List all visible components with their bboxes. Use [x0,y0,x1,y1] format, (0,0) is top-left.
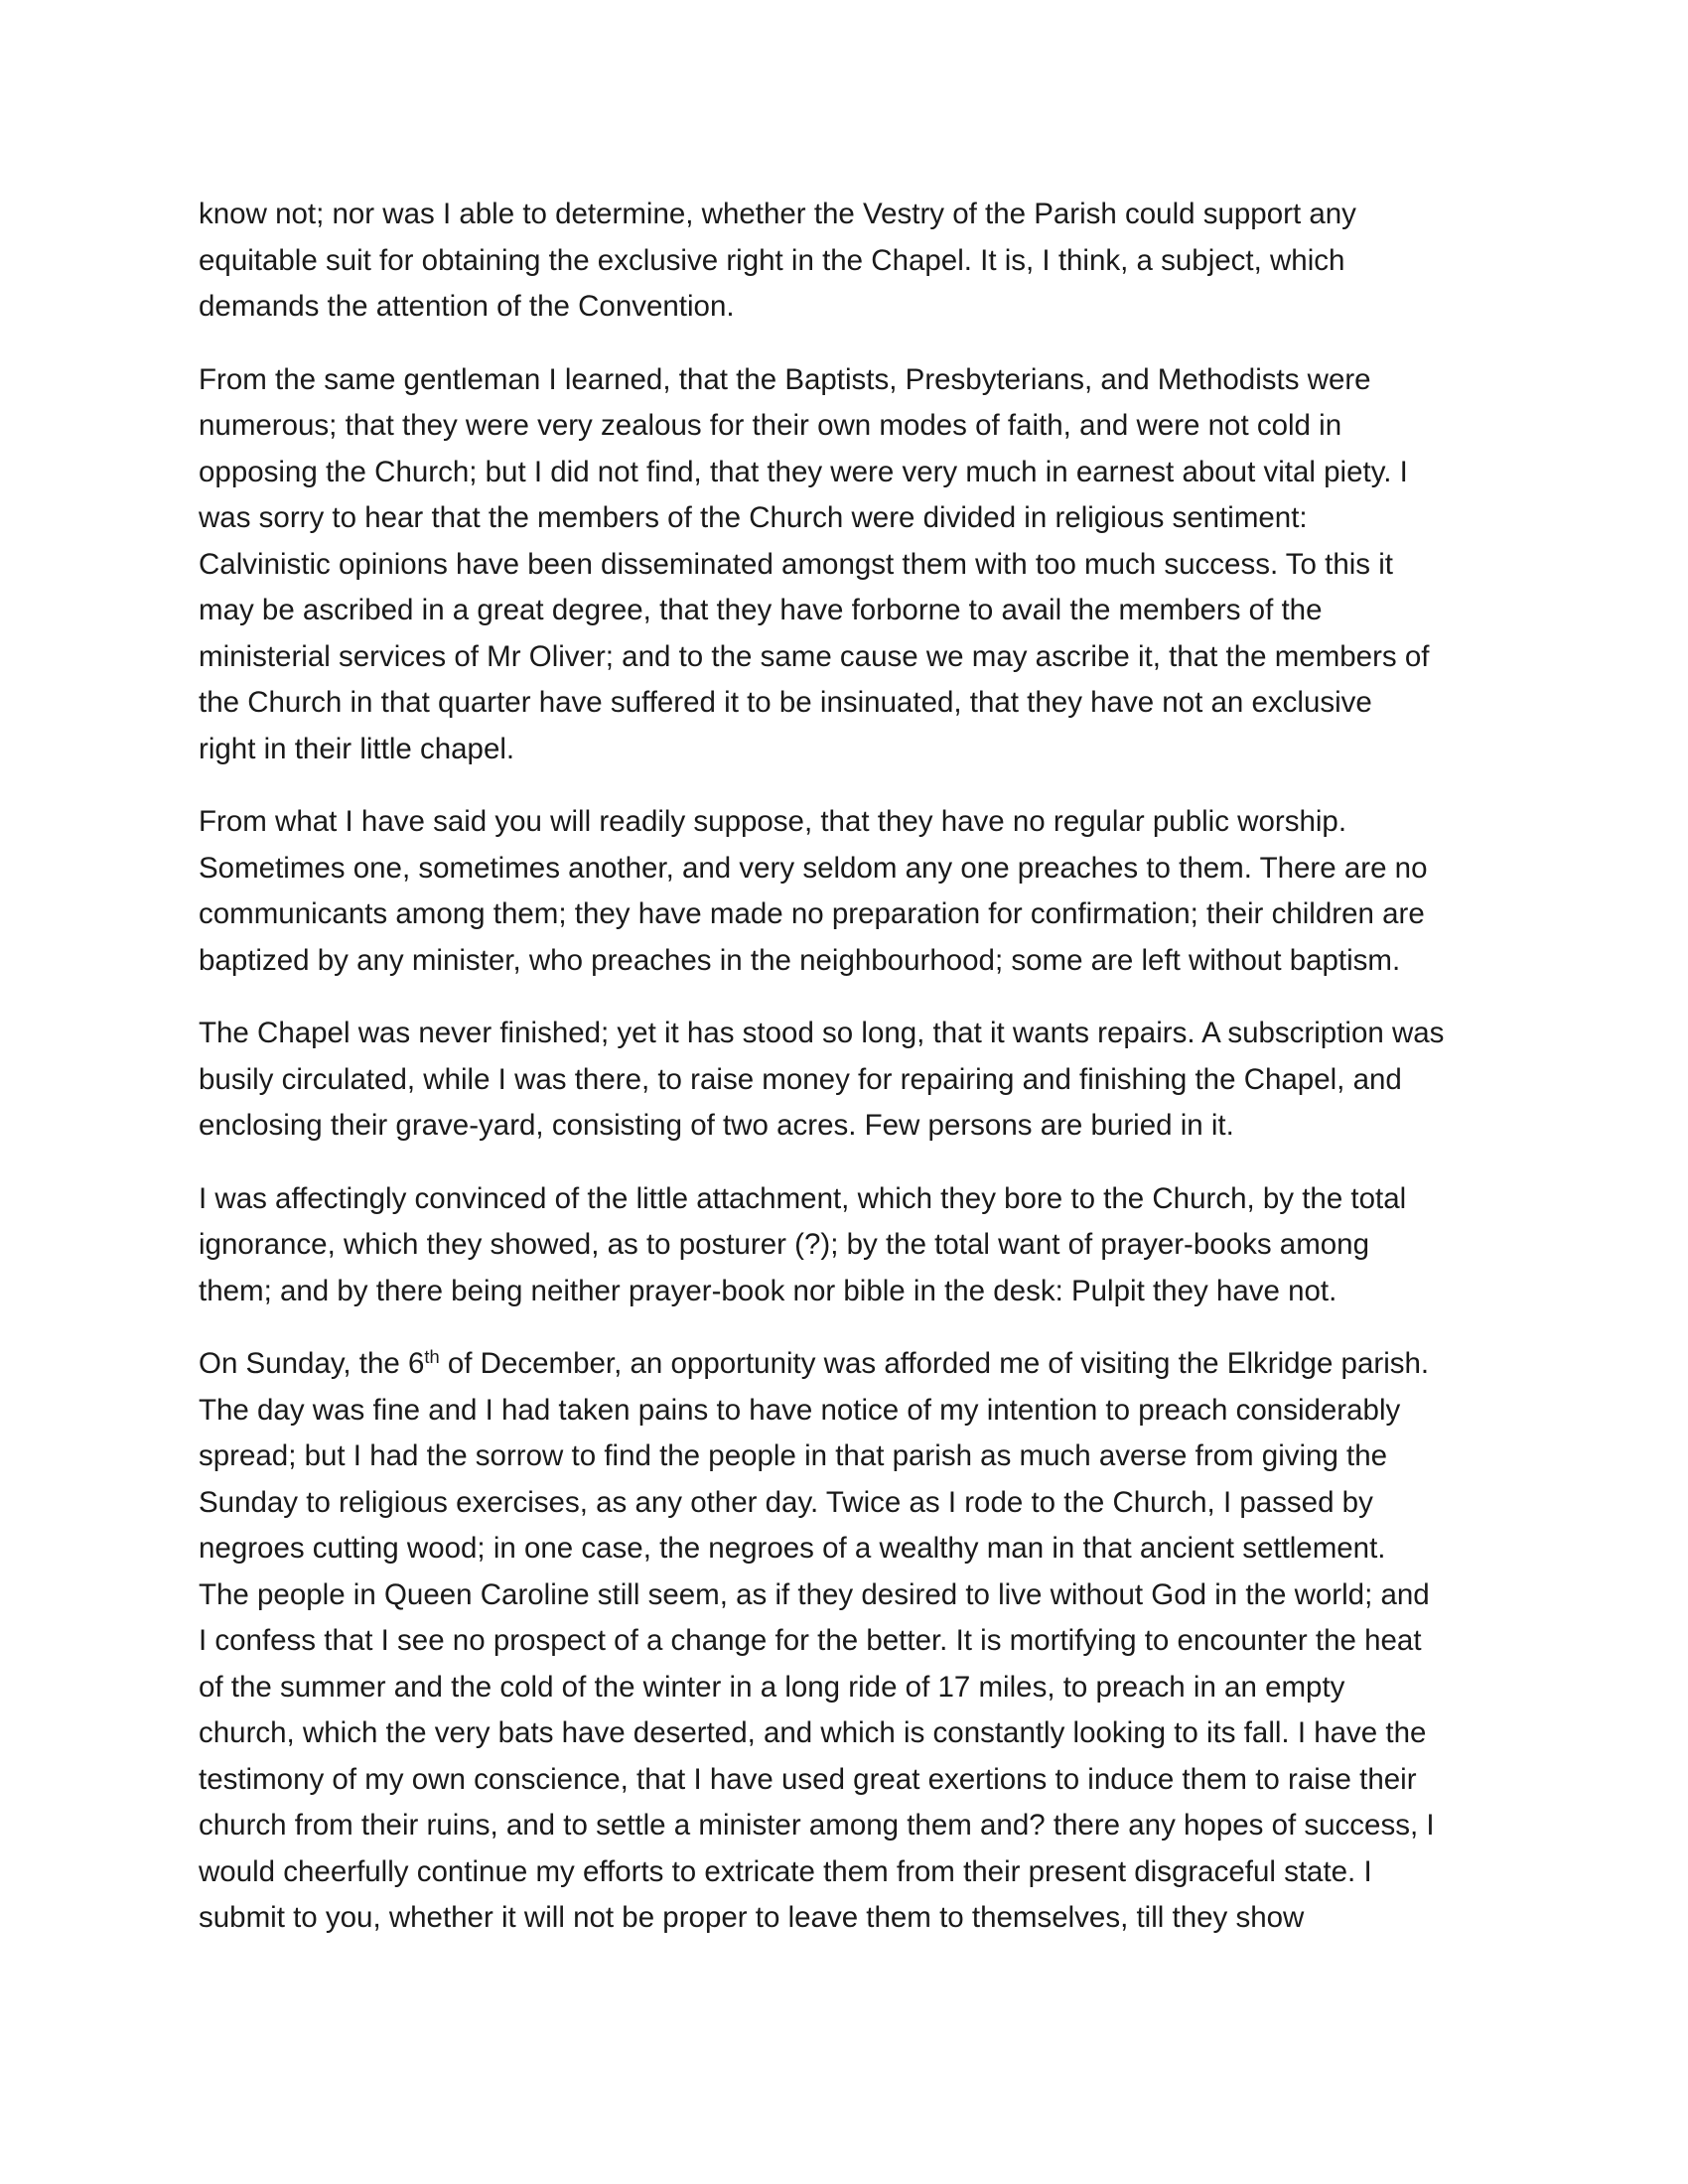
text-line: The people in Queen Caroline still seem, as if they desired to live without God in the world; and [199,1577,1430,1611]
text-line: them; and by there being neither prayer-book nor bible in the desk: Pulpit they have not. [199,1274,1337,1307]
paragraph-vestry-suit [199,192,1499,331]
text-line: negroes cutting wood; in one case, the negroes of a wealthy man in that ancient settlement. [199,1532,1386,1565]
ordinal-superscript: th [424,1345,440,1367]
text-segment: of December, an opportunity was afforded me of visiting the Elkridge parish. [439,1347,1430,1380]
paragraph-attachment [199,1176,1499,1315]
text-line: busily circulated, while I was there, to raise money for repairing and finishing the Chapel, and [199,1062,1402,1096]
text-line: church from their ruins, and to settle a minister among them and? there any hopes of success, I [199,1809,1435,1842]
text-line: right in their little chapel. [199,732,515,765]
text-line: would cheerfully continue my efforts to extricate them from their present disgraceful state. I [199,1854,1372,1888]
text-line: testimony of my own conscience, that I have used great exertions to induce them to raise their [199,1762,1417,1796]
text-line: spread; but I had the sorrow to find the people in that parish as much averse from giving the [199,1439,1388,1472]
text-line: demands the attention of the Convention. [199,290,735,323]
text-line: ignorance, which they showed, as to posturer (?); by the total want of prayer-books among [199,1228,1369,1261]
letter-body [199,192,1499,1969]
text-line: I confess that I see no prospect of a change for the better. It is mortifying to encounter the heat [199,1624,1422,1657]
text-line: The Chapel was never finished; yet it has stood so long, that it wants repairs. A subscription was [199,1017,1445,1049]
text-line: of the summer and the cold of the winter in a long ride of 17 miles, to preach in an empty [199,1670,1345,1704]
paragraph-public-worship [199,799,1499,984]
text-line: ministerial services of Mr Oliver; and to the same cause we may ascribe it, that the members of [199,639,1430,673]
text-line: communicants among them; they have made no preparation for confirmation; their children are [199,897,1425,930]
paragraph-elkridge-visit [199,1341,1499,1942]
text-line: was sorry to hear that the members of the Church were divided in religious sentiment: [199,501,1308,534]
text-line: church, which the very bats have deserted, and which is constantly looking to its fall. I have the [199,1716,1427,1749]
paragraph-religious-sentiment [199,357,1499,773]
text-line: the Church in that quarter have suffered it to be insinuated, that they have not an exclusive [199,686,1372,719]
text-line: opposing the Church; but I did not find, that they were very much in earnest about vital piety. I [199,455,1408,488]
text-line: Calvinistic opinions have been disseminated amongst them with too much success. To this it [199,547,1394,581]
text-segment: On Sunday, the 6 [199,1347,425,1380]
text-line: From the same gentleman I learned, that the Baptists, Presbyterians, and Methodists were [199,362,1371,396]
text-line: baptized by any minister, who preaches in the neighbourhood; some are left without baptism. [199,943,1401,977]
text-line: submit to you, whether it will not be proper to leave them to themselves, till they show [199,1901,1305,1934]
text-line: enclosing their grave-yard, consisting of two acres. Few persons are buried in it. [199,1109,1234,1142]
text-line: know not; nor was I able to determine, whether the Vestry of the Parish could support any [199,198,1356,230]
text-line: may be ascribed in a great degree, that they have forborne to avail the members of the [199,594,1323,626]
text-line: numerous; that they were very zealous for their own modes of faith, and were not cold in [199,409,1342,442]
paragraph-chapel-repairs [199,1011,1499,1150]
text-line: Sunday to religious exercises, as any other day. Twice as I rode to the Church, I passed by [199,1485,1373,1519]
text-line: equitable suit for obtaining the exclusive right in the Chapel. It is, I think, a subject, which [199,243,1345,277]
text-line: The day was fine and I had taken pains to have notice of my intention to preach considerably [199,1393,1401,1427]
text-line: Sometimes one, sometimes another, and very seldom any one preaches to them. There are no [199,851,1428,885]
text-line: From what I have said you will readily suppose, that they have no regular public worship. [199,805,1347,838]
text-line: I was affectingly convinced of the little attachment, which they bore to the Church, by the total [199,1181,1407,1215]
text-line-first [199,1341,1499,1388]
